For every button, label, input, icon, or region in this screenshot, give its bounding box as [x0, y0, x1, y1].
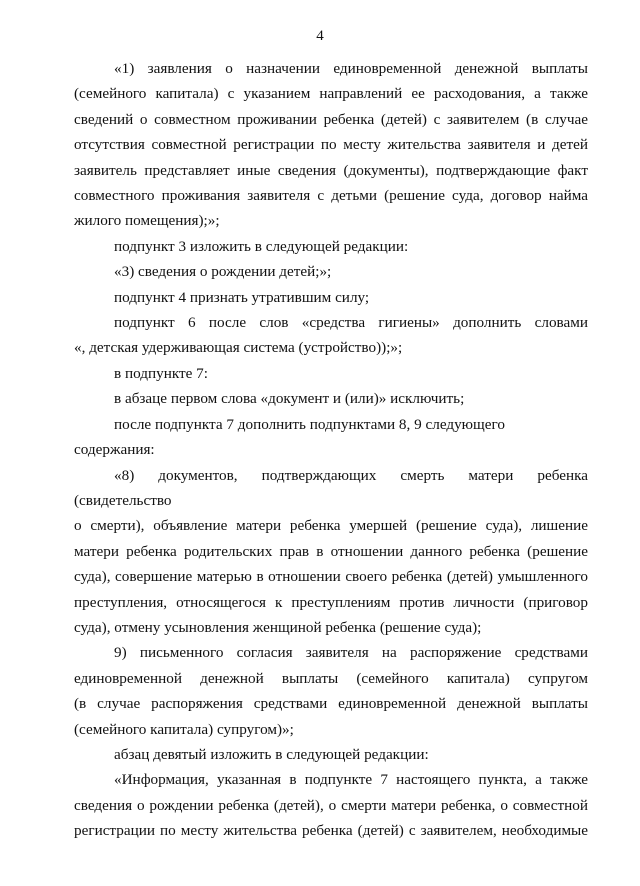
text-line: «1) заявления о назначении единовременной денежной выплаты — [114, 60, 588, 77]
text-line: жилого помещения);»; — [74, 212, 220, 230]
text-line: матери ребенка родительских прав в отношении данного ребенка (решение — [74, 542, 588, 560]
text-line: подпункт 3 изложить в следующей редакции: — [114, 237, 409, 255]
text-line: отсутствия совместной регистрации по месту жительства заявителя и детей — [74, 136, 588, 154]
text-line: после подпункта 7 дополнить подпунктами 8, 9 следующего содержания: — [74, 415, 505, 459]
text-line: совместного проживания заявителя с детьми (решение суда, договор найма — [74, 187, 588, 205]
text-line: подпункт 4 признать утратившим силу; — [114, 288, 370, 306]
document-body — [74, 56, 588, 844]
text-line: преступления, относящегося к преступлениям против личности (приговор — [74, 593, 588, 611]
text-line: в подпункте 7: — [114, 364, 208, 382]
text-line: суда), совершение матерью в отношении своего ребенка (детей) умышленного — [74, 568, 588, 586]
text-line: 9) письменного согласия заявителя на распоряжение средствами — [114, 644, 588, 662]
page-number: 4 — [316, 28, 324, 44]
text-line: абзац девятый изложить в следующей редакции: — [114, 745, 429, 763]
text-line: (в случае распоряжения средствами единовременной денежной выплаты — [74, 695, 588, 713]
text-line: «8) документов, подтверждающих смерть матери ребенка (свидетельство — [74, 466, 588, 509]
text-line: «3) сведения о рождении детей;»; — [114, 263, 332, 281]
text-line: «, детская удерживающая система (устройство));»; — [74, 339, 403, 357]
text-line: суда), отмену усыновления женщиной ребенка (решение суда); — [74, 618, 482, 636]
text-line: сведений о совместном проживании ребенка (детей) с заявителем (в случае — [74, 110, 588, 128]
text-line: о смерти), объявление матери ребенка умершей (решение суда), лишение — [74, 517, 588, 535]
text-line: регистрации по месту жительства ребенка (детей) с заявителем, необходимые — [74, 822, 588, 840]
text-line: «Информация, указанная в подпункте 7 настоящего пункта, а также — [114, 771, 588, 789]
text-line: подпункт 6 после слов «средства гигиены» дополнить словами — [114, 314, 588, 332]
text-line: единовременной денежной выплаты (семейного капитала) супругом — [74, 669, 588, 687]
text-line: сведения о рождении ребенка (детей), о смерти матери ребенка, о совместной — [74, 796, 588, 814]
text-line: (семейного капитала) супругом)»; — [74, 720, 294, 738]
text-line: заявитель представляет иные сведения (документы), подтверждающие факт — [74, 161, 588, 179]
text-line: (семейного капитала) с указанием направлений ее расходования, а также — [74, 85, 588, 103]
text-line: в абзаце первом слова «документ и (или)» исключить; — [114, 390, 465, 408]
